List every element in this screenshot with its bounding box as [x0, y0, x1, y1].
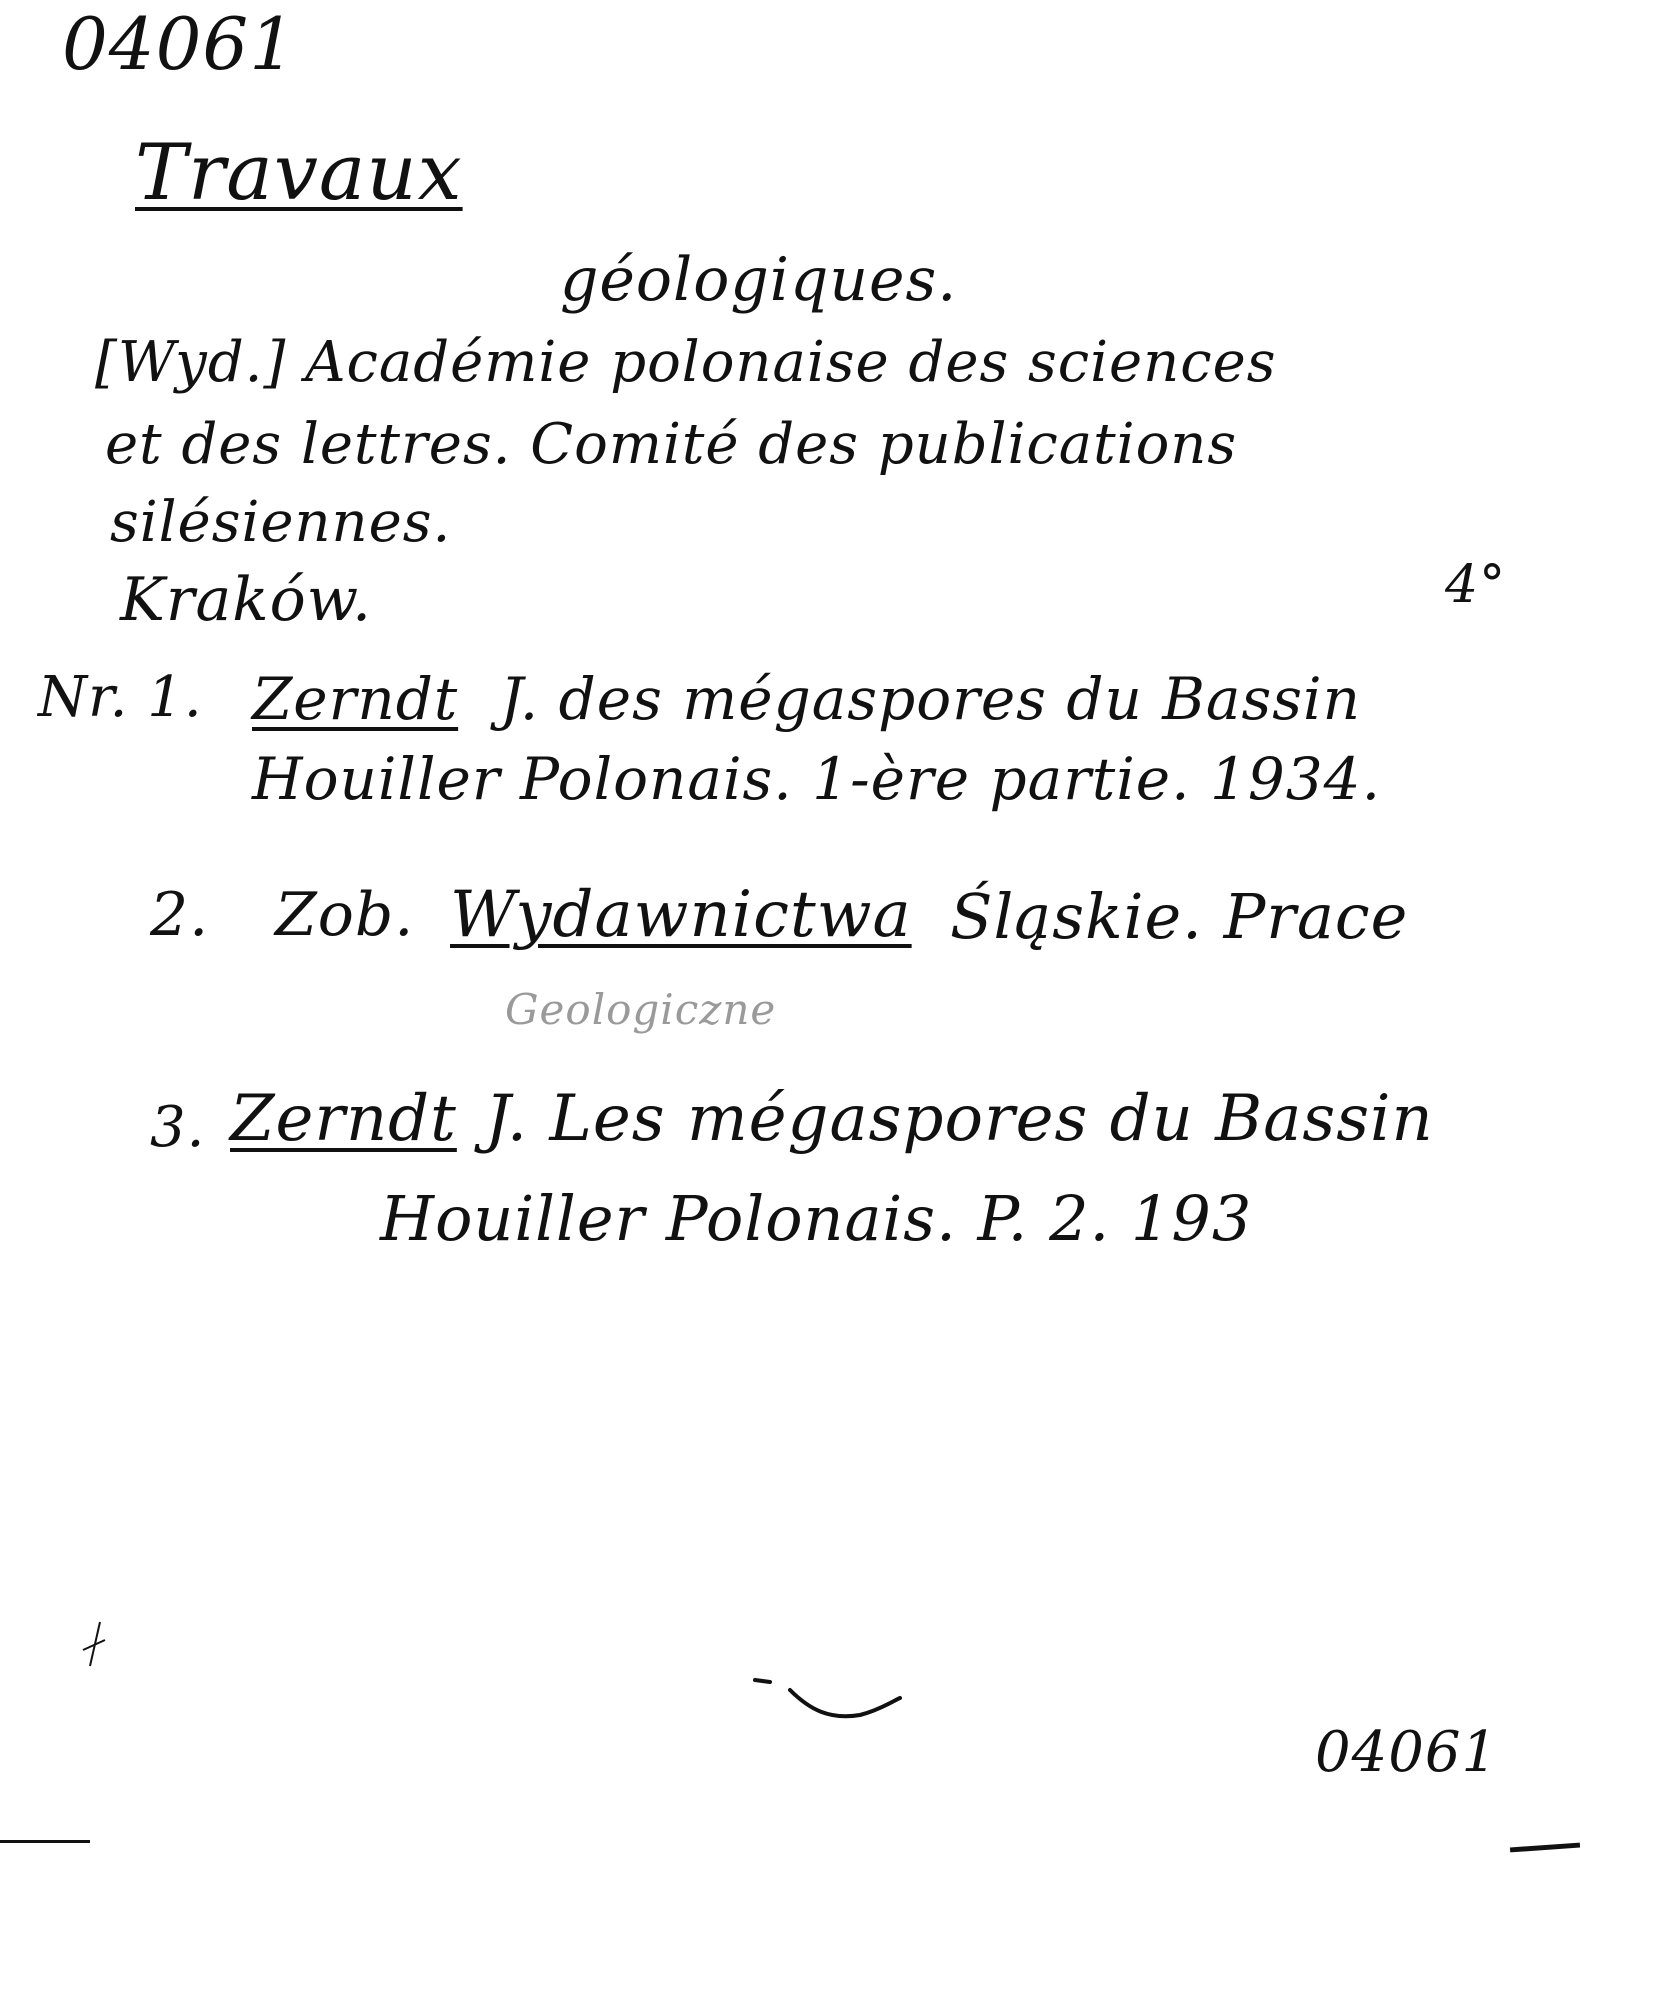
entry-1-line-1: J. des mégaspores du Bassin [500, 665, 1361, 733]
entry-3-line-2: Houiller Polonais. P. 2. 193 [380, 1182, 1253, 1255]
place: Kraków. [120, 565, 373, 635]
entry-2-prefix: Zob. [275, 880, 415, 950]
entry-2-line-2: Geologiczne [505, 985, 777, 1034]
publisher-line-2: et des lettres. Comité des publications [105, 412, 1238, 477]
entry-3-author: Zerndt [230, 1082, 457, 1156]
format: 4° [1445, 555, 1507, 615]
entry-1-line-2: Houiller Polonais. 1-ère partie. 1934. [252, 745, 1382, 813]
edge-mark-left [0, 1840, 90, 1843]
call-number-top: 04061 [62, 2, 297, 86]
pen-mark-curve [750, 1670, 910, 1740]
entry-1-number: Nr. 1. [38, 665, 203, 730]
entry-3-line-1: J. Les mégaspores du Bassin [485, 1082, 1434, 1156]
entry-1-author: Zerndt [252, 665, 459, 733]
pen-mark-x [80, 1620, 110, 1670]
edge-mark-right [1510, 1843, 1580, 1853]
title-main: Travaux [135, 128, 463, 218]
publisher-line-1: [Wyd.] Académie polonaise des sciences [95, 330, 1277, 395]
entry-2-number: 2. [150, 880, 210, 950]
entry-3-number: 3. [150, 1095, 206, 1160]
entry-2-see: Wydawnictwa [450, 878, 912, 952]
call-number-bottom: 04061 [1315, 1720, 1499, 1785]
title-sub: géologiques. [560, 245, 958, 315]
entry-2-line-1: Śląskie. Prace [950, 880, 1409, 953]
publisher-line-3: silésiennes. [110, 490, 452, 555]
